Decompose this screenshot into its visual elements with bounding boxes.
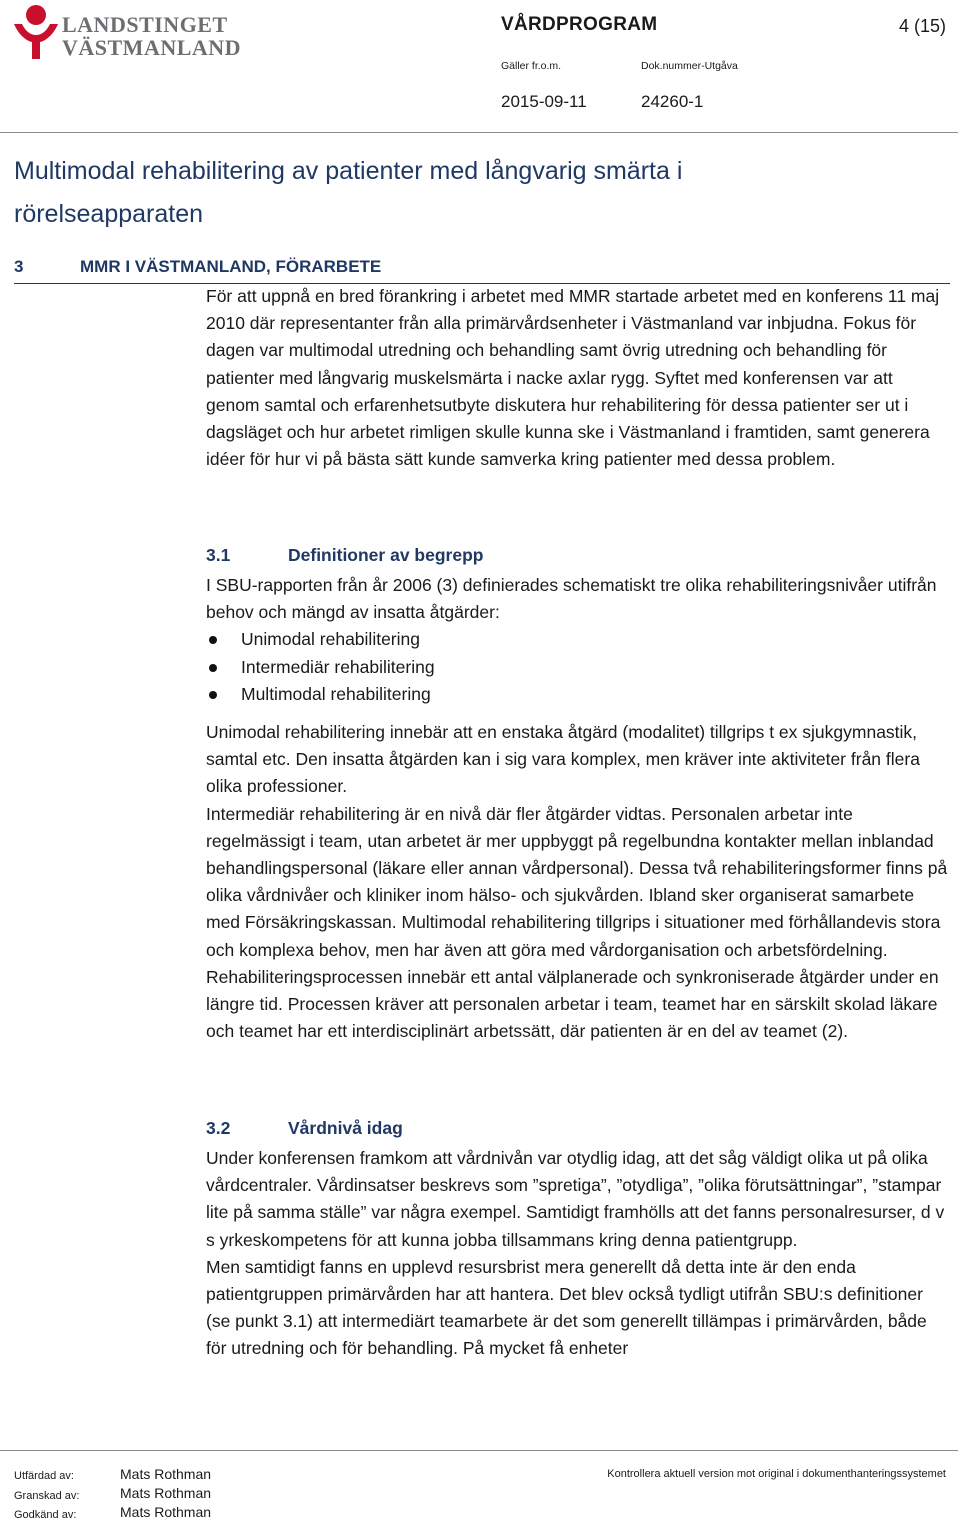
rehab-level-list [206,626,950,708]
section-3-1-body [206,572,950,708]
section-3-title: MMR I VÄSTMANLAND, FÖRARBETE [80,257,382,276]
section-3-heading [14,255,950,284]
section-3-2-paragraph-2: Men samtidigt fanns en upplevd resursbrist mera generellt då detta inte är den enda patientgruppen primärvården har att hantera. Det blev också tydligt utifrån SBU:s definitioner (se punkt 3.1) att intermediärt teamarbete är det som generellt tillämpas i primärvården, både för utredning och för behandling. På mycket få enheter [206,1256,927,1359]
bullet-icon [209,691,217,699]
landstinget-logo [12,4,242,62]
page-number: 4 (15) [898,16,946,36]
logo-emblem-icon [12,4,60,60]
section-3-paragraph: För att uppnå en bred förankring i arbetet med MMR startade arbetet med en konferens 11 maj 2010 där representanter från alla primärvårdsenheter i Västmanland var inbjudna. Fokus för dagen var multimodal utredning och behandling samt övrig utredning och behandling för patienter med långvarig muskelsmärta i nacke axlar rygg. Syftet med konferensen var att genom samtal och erfarenhetsutbyte diskutera hur rehabilitering för dessa patienter ser ut i dagsläget och hur arbetet rimligen skulle kunna ske i Västmanland i framtiden, samt generera idéer för hur vi på bästa sätt kunde samverka kring patienter med dessa problem. [206,286,940,470]
logo-line-1: LANDSTINGET [62,12,228,37]
valid-from-date: 2015-09-11 [501,92,587,111]
process-paragraph: Rehabiliteringsprocessen innebär ett antal välplanerade och synkroniserade åtgärder under en längre tid. Processen kräver att personalen arbetar i team, teamet har en särskilt skolad läkare och teamet har ett interdisciplinärt arbetssätt, där patienten är en del av teamet (2). [206,966,939,1042]
intermediar-paragraph: Intermediär rehabilitering är en nivå där fler åtgärder vidtas. Personalen arbetar inte regelmässigt i team, utan arbetet är mer uppbyggt på regelbundna kontakter mellan inblandad behandlingspersonal (läkare eller annan vårdpersonal). Dessa två rehabiliteringsformer finns på olika vårdnivåer och kliniker inom hälso- och sjukvården. Ibland sker organiserat samarbete med Försäkringskassan. Multimodal rehabilitering tillgrips i situationer med förhållandevis stora och komplexa behov, men har även att göra med vårdorganisation och arbetsfördelning. [206,803,948,960]
bullet-icon [209,664,217,672]
logo-line-2: VÄSTMANLAND [62,35,242,60]
header-divider [0,132,958,133]
issued-by-label: Utfärdad av: [14,1470,74,1482]
section-3-2-title: Vårdnivå idag [288,1118,403,1138]
section-3-1-definitions [206,719,950,1045]
section-3-1-number: 3.1 [206,545,231,565]
reviewed-by-label: Granskad av: [14,1490,80,1502]
list-item: Unimodal rehabilitering [206,626,950,653]
approved-by-label: Godkänd av: [14,1509,77,1521]
section-3-1-intro: I SBU-rapporten från år 2006 (3) definierades schematiskt tre olika rehabiliteringsnivåer utifrån behov och mängd av insatta åtgärder: [206,575,937,623]
section-3-body [206,283,950,473]
bullet-icon [209,636,217,644]
list-item: Intermediär rehabilitering [206,654,950,681]
title-line-2: rörelseapparaten [14,200,204,228]
doc-number: 24260-1 [641,92,704,111]
title-line-1: Multimodal rehabilitering av patienter med långvarig smärta i [14,157,683,185]
document-type: VÅRDPROGRAM [501,14,658,35]
list-item: Multimodal rehabilitering [206,681,950,708]
section-3-number: 3 [14,257,24,276]
document-title [14,150,914,236]
section-3-1-heading [206,545,483,566]
section-3-2-paragraph-1: Under konferensen framkom att vårdnivån var otydlig idag, att det såg väldigt olika ut på olika vårdcentraler. Vårdinsatser beskrevs som ”spretiga”, ”otydliga”, ”olika förutsättningar”, ”stampar lite på samma ställe” var några exempel. Samtidigt framhölls att det fanns personalresurser, d v s yrkeskompetens för att kunna jobba tillsammans kring denna patientgrupp. [206,1148,945,1250]
issued-by-name: Mats Rothman [120,1466,212,1482]
unimodal-paragraph: Unimodal rehabilitering innebär att en enstaka åtgärd (modalitet) tillgrips t ex sjukgymnastik, samtal etc. Den insatta åtgärden kan i sig vara komplex, men kräver inte aktiviteter från flera olika professioner. [206,722,920,797]
section-3-1-title: Definitioner av begrepp [288,545,484,565]
section-3-2-heading [206,1118,403,1139]
valid-from-label: Gäller fr.o.m. [501,60,562,72]
section-3-2-number: 3.2 [206,1118,231,1138]
section-3-2-body [206,1145,950,1363]
reviewed-by-name: Mats Rothman [120,1485,212,1501]
footer-divider [0,1450,958,1451]
approved-by-name: Mats Rothman [120,1504,212,1520]
version-control-note: Kontrollera aktuell version mot original i dokumenthanteringssystemet [607,1468,946,1480]
doc-number-label: Dok.nummer-Utgåva [641,60,738,72]
